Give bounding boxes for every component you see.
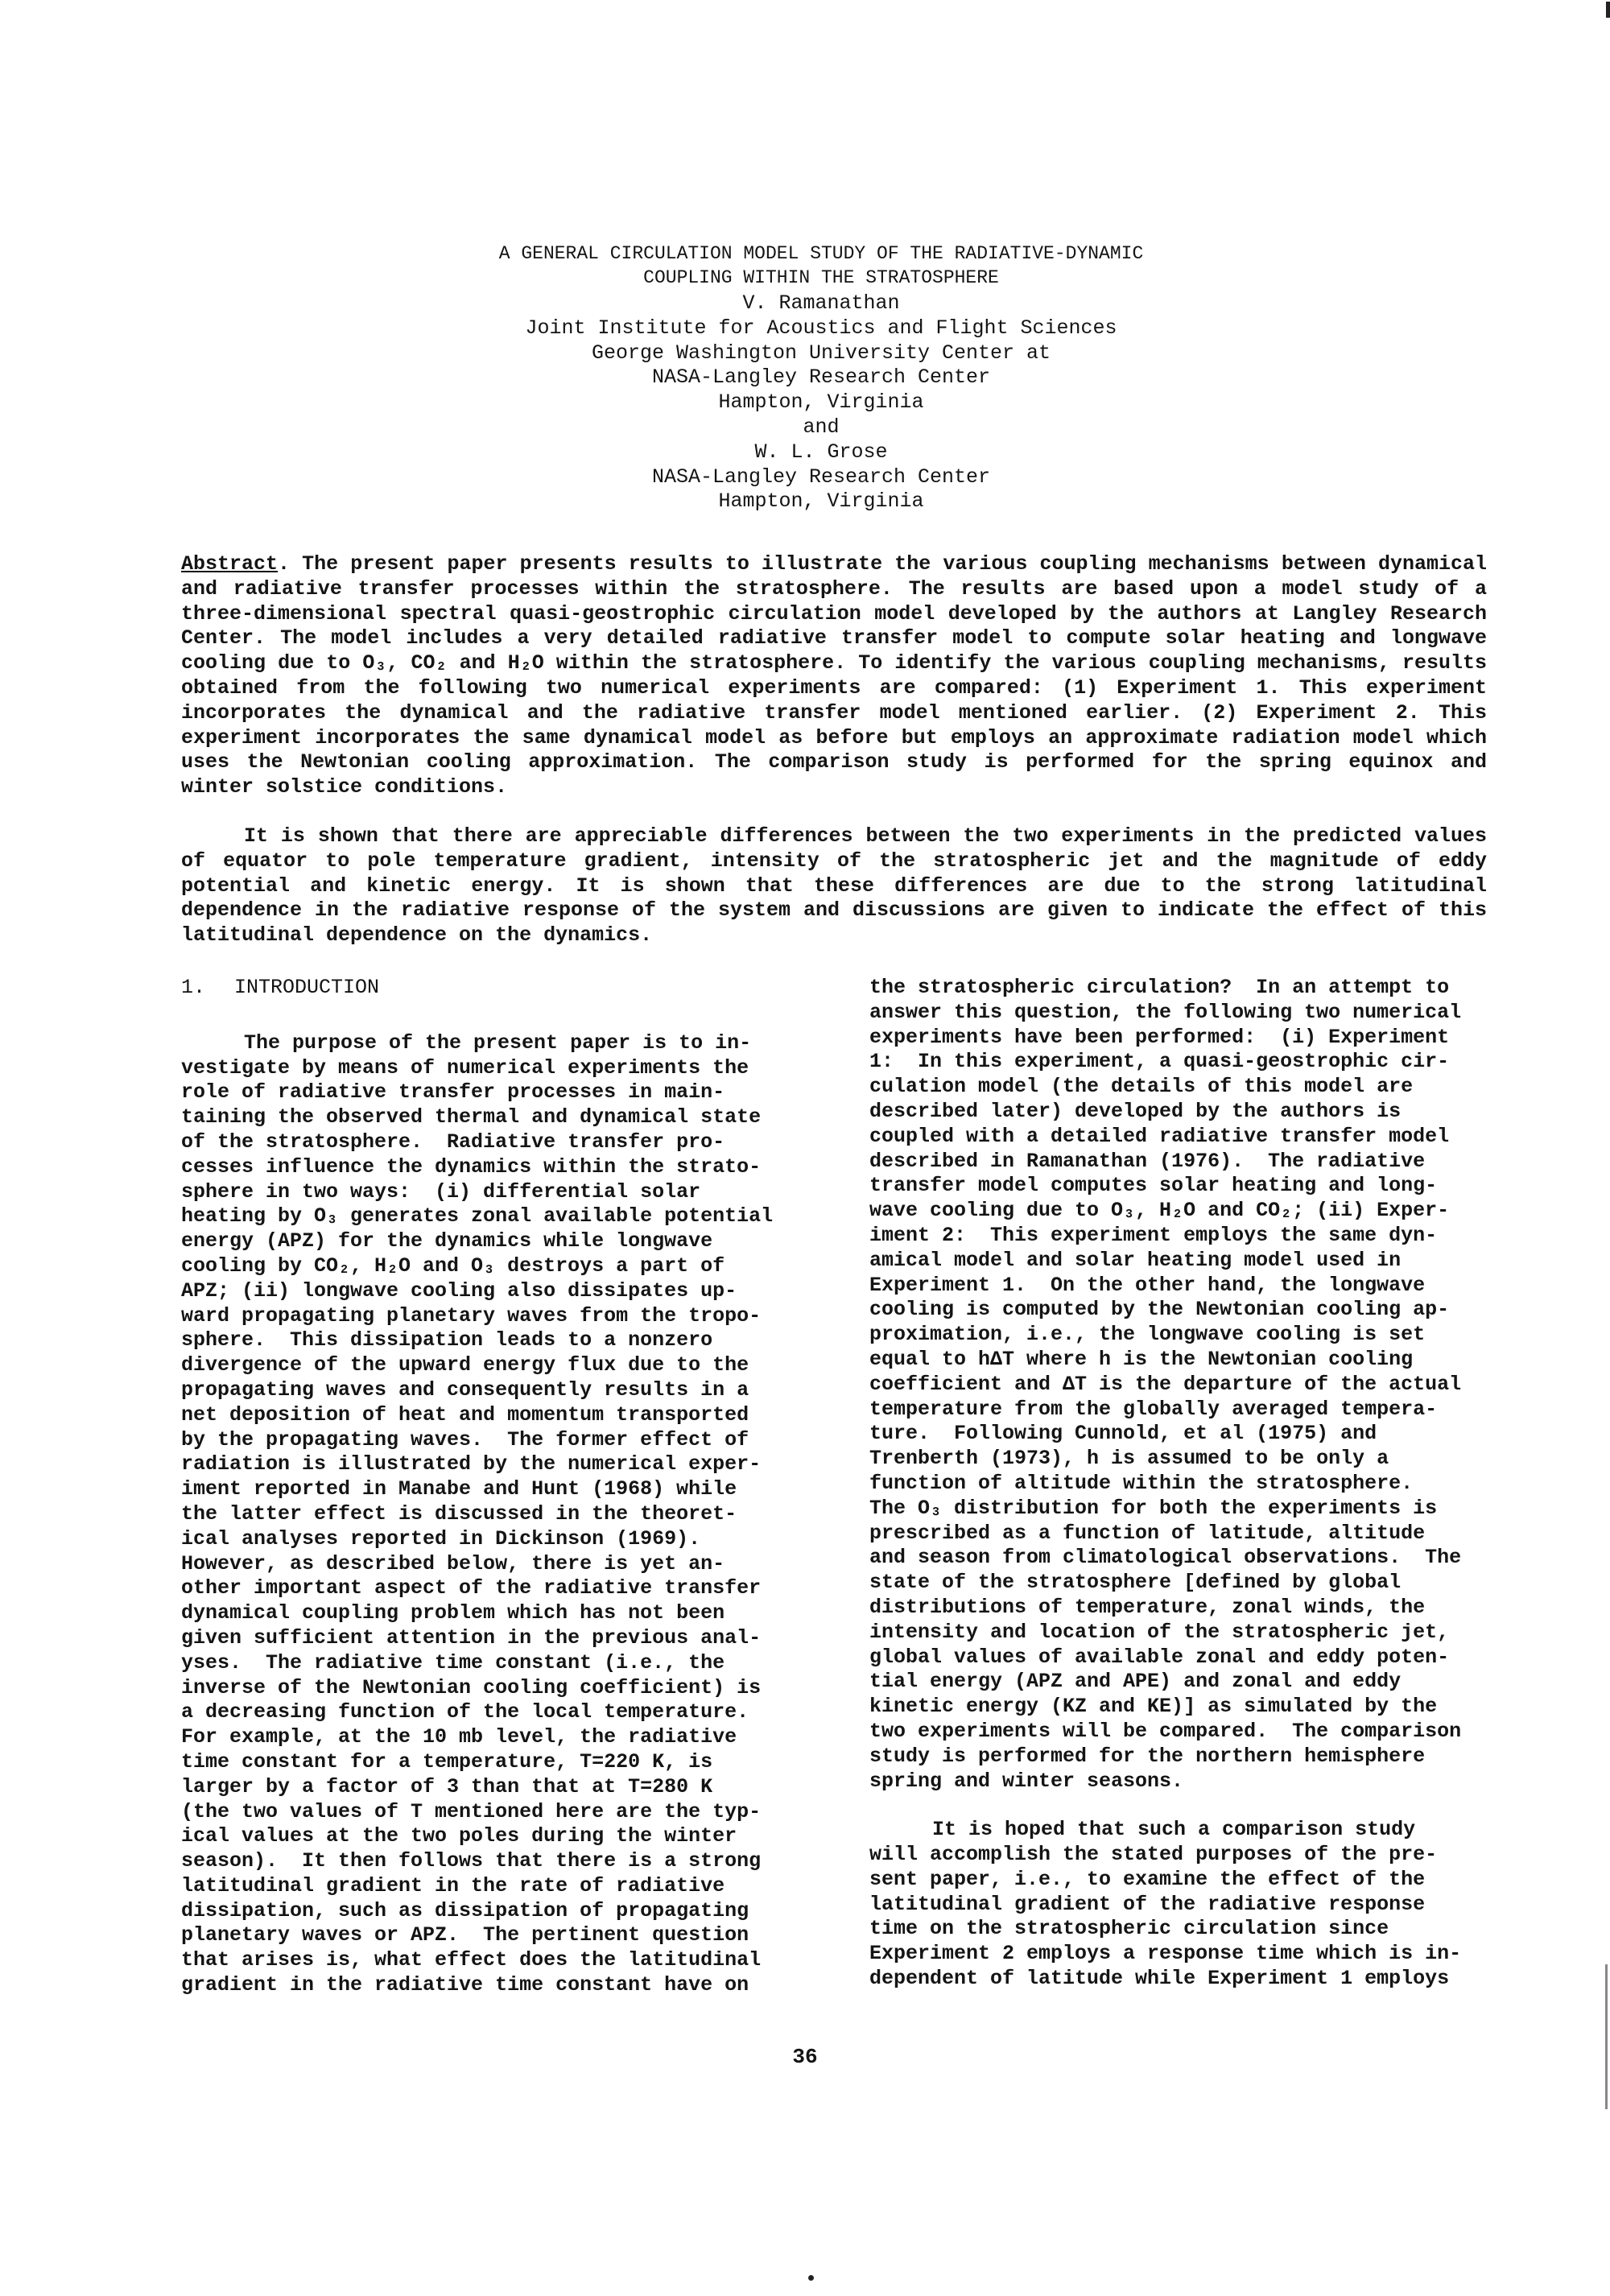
affiliation-line: Hampton, Virginia <box>718 489 924 514</box>
text-line: However, as described below, there is yet an- <box>181 1551 725 1575</box>
text-line: inverse of the Newtonian cooling coefficient) is <box>181 1675 762 1699</box>
text-line: iment 2: This experiment employs the same dyn- <box>869 1223 1438 1247</box>
text-line: the stratospheric circulation? In an attempt to <box>869 976 1450 999</box>
author-name-1: V. Ramanathan <box>742 291 900 315</box>
text-line: kinetic energy (KZ and KE)] as simulated by the <box>869 1695 1438 1719</box>
text-line: ical analyses reported in Dickinson (1969). <box>181 1526 701 1551</box>
text-line: that arises is, what effect does the latitudinal <box>181 1948 762 1972</box>
text-line: APZ; (ii) longwave cooling also dissipates up- <box>181 1278 737 1303</box>
text-line: a decreasing function of the local temperature. <box>181 1700 749 1724</box>
text-line: dynamical coupling problem which has not been <box>181 1601 725 1625</box>
text-line: wave cooling due to O₃, H₂O and CO₂; (ii) Exper- <box>869 1199 1450 1223</box>
text-line: taining the observed thermal and dynamical state <box>181 1105 762 1129</box>
section-heading <box>181 976 825 1001</box>
left-column <box>181 976 825 1998</box>
text-line: amical model and solar heating model used in <box>869 1248 1402 1272</box>
introduction-paragraph <box>181 1031 825 1998</box>
text-line: (the two values of T mentioned here are the typ- <box>181 1799 762 1823</box>
abstract <box>181 552 1487 948</box>
text-line: gradient in the radiative time constant have on <box>181 1973 749 1997</box>
text-line: latitudinal gradient in the rate of radiative <box>181 1873 725 1898</box>
text-line: state of the stratosphere [defined by global <box>869 1571 1402 1595</box>
text-line: The purpose of the present paper is to in- <box>244 1030 752 1055</box>
text-line: distributions of temperature, zonal winds, the <box>869 1595 1426 1619</box>
text-line: sphere in two ways: (i) differential solar <box>181 1179 701 1204</box>
text-line: latitudinal gradient of the radiative response <box>869 1892 1426 1916</box>
text-line: intensity and location of the stratospheric jet, <box>869 1620 1450 1644</box>
text-line: two experiments will be compared. The comparison <box>869 1719 1462 1743</box>
text-line: time constant for a temperature, T=220 K, is <box>181 1749 713 1774</box>
text-line: The O₃ distribution for both the experiments is <box>869 1496 1438 1520</box>
text-line: ical values at the two poles during the winter <box>181 1824 737 1848</box>
text-line: radiation is illustrated by the numerical exper- <box>181 1452 762 1476</box>
scan-edge-mark <box>1605 1964 1608 2109</box>
text-line: ture. Following Cunnold, et al (1975) and <box>869 1422 1377 1446</box>
text-line: global values of available zonal and eddy poten- <box>869 1645 1450 1669</box>
text-line: dissipation, such as dissipation of propagating <box>181 1898 749 1922</box>
text-line: cesses influence the dynamics within the strato- <box>181 1154 762 1179</box>
right-column <box>869 976 1489 1992</box>
text-line: planetary waves or APZ. The pertinent question <box>181 1923 749 1947</box>
text-line: sent paper, i.e., to examine the effect of the <box>869 1867 1426 1891</box>
affiliation-line: George Washington University Center at <box>591 341 1051 365</box>
text-line: cooling is computed by the Newtonian cooling ap- <box>869 1298 1450 1322</box>
text-line: role of radiative transfer processes in main- <box>181 1080 725 1105</box>
text-line: dependent of latitude while Experiment 1 employs <box>869 1967 1450 1991</box>
text-line: and season from climatological observations. The <box>869 1546 1462 1570</box>
text-line: the latter effect is discussed in the theoret- <box>181 1501 737 1526</box>
affiliation-line: Joint Institute for Acoustics and Flight Sciences <box>525 316 1117 340</box>
page-number: 36 <box>792 2045 818 2069</box>
section-number: 1. <box>181 976 206 999</box>
text-line: equal to hΔT where h is the Newtonian cooling <box>869 1347 1414 1371</box>
author-block <box>0 291 1610 514</box>
author-name-2: W. L. Grose <box>754 440 888 464</box>
text-line: vestigate by means of numerical experiments the <box>181 1055 749 1080</box>
scan-speck <box>808 2275 814 2281</box>
text-line: answer this question, the following two numerical <box>869 1000 1462 1024</box>
text-line: prescribed as a function of latitude, altitude <box>869 1521 1426 1545</box>
text-line: yses. The radiative time constant (i.e., the <box>181 1650 725 1675</box>
right-paragraph-1 <box>869 976 1489 1794</box>
text-line: cooling by CO₂, H₂O and O₃ destroys a part of <box>181 1253 725 1278</box>
text-line: heating by O₃ generates zonal available potential <box>181 1204 774 1229</box>
text-line: proximation, i.e., the longwave cooling is set <box>869 1323 1426 1347</box>
affiliation-line: NASA-Langley Research Center <box>651 365 991 390</box>
text-line: net deposition of heat and momentum transported <box>181 1402 749 1427</box>
abstract-text: . The present paper presents results to illustrate the various coupling mechanisms between dynamical and radiative transfer processes within the stratosphere. The results are based upon a model study of a three-dimensional spectral quasi-geostrophic circulation model developed by the authors at Langley Research Center. The model includes a very detailed radiative transfer model to compute solar heating and longwave cooling due to O₃, CO₂ and H₂O within the stratosphere. To identify the various coupling mechanisms, results obtained from the following two numerical experiments are compared: (1) Experiment 1. This experiment incorporates the dynamical and the radiative transfer model mentioned earlier. (2) Experiment 2. This experiment incorporates the same dynamical model as before but employs an approximate radiation model which uses the Newtonian cooling approximation. The comparison study is performed for the spring equinox and winter solstice conditions. <box>181 552 1487 799</box>
text-line: transfer model computes solar heating and long- <box>869 1174 1438 1198</box>
abstract-label: Abstract <box>181 552 279 576</box>
text-line: Experiment 2 employs a response time which is in- <box>869 1942 1462 1966</box>
text-line: 1: In this experiment, a quasi-geostrophic cir- <box>869 1050 1450 1074</box>
text-line: Trenberth (1973), h is assumed to be only a <box>869 1447 1389 1471</box>
text-line: described later) developed by the authors is <box>869 1099 1402 1123</box>
text-line: It is hoped that such a comparison study <box>932 1818 1416 1842</box>
text-line: spring and winter seasons. <box>869 1769 1184 1793</box>
text-line: culation model (the details of this model are <box>869 1075 1414 1099</box>
author-separator: and <box>803 415 840 439</box>
text-line: function of altitude within the stratosphere. <box>869 1471 1414 1495</box>
text-line: Experiment 1. On the other hand, the longwave <box>869 1273 1426 1297</box>
abstract-paragraph-1 <box>181 552 1487 800</box>
text-line: experiments have been performed: (i) Experiment <box>869 1025 1450 1049</box>
text-line: iment reported in Manabe and Hunt (1968) while <box>181 1477 737 1501</box>
text-line: ward propagating planetary waves from the tropo- <box>181 1303 762 1328</box>
text-line: coupled with a detailed radiative transfer model <box>869 1124 1450 1148</box>
title-block <box>0 242 1610 290</box>
text-line: larger by a factor of 3 than that at T=280 K <box>181 1774 713 1798</box>
section-title: INTRODUCTION <box>234 976 380 999</box>
text-line: sphere. This dissipation leads to a nonzero <box>181 1328 713 1352</box>
text-line: other important aspect of the radiative transfer <box>181 1576 762 1600</box>
text-line: energy (APZ) for the dynamics while longwave <box>181 1229 713 1253</box>
paper-title-line-1: A GENERAL CIRCULATION MODEL STUDY OF THE RADIATIVE-DYNAMIC <box>498 243 1144 264</box>
text-line: by the propagating waves. The former effect of <box>181 1427 749 1452</box>
text-line: described in Ramanathan (1976). The radiative <box>869 1149 1426 1173</box>
text-line: time on the stratospheric circulation since <box>869 1917 1389 1941</box>
paper-title-line-2: COUPLING WITHIN THE STRATOSPHERE <box>643 267 999 288</box>
text-line: study is performed for the northern hemisphere <box>869 1744 1426 1768</box>
text-line: divergence of the upward energy flux due to the <box>181 1353 749 1377</box>
affiliation-line: Hampton, Virginia <box>718 390 924 415</box>
text-line: tial energy (APZ and APE) and zonal and eddy <box>869 1670 1402 1694</box>
scan-speck <box>1606 2 1610 18</box>
text-line: given sufficient attention in the previous anal- <box>181 1625 762 1650</box>
abstract-paragraph-2: It is shown that there are appreciable differences between the two experiments in the predicted values of equator to pole temperature gradient, intensity of the stratospheric jet and the magnitude of eddy potential and kinetic energy. It is shown that these differences are due to the strong latitudinal dependence in the radiative response of the system and discussions are given to indicate the effect of this latitudinal dependence on the dynamics. <box>181 824 1487 948</box>
text-line: coefficient and ΔT is the departure of the actual <box>869 1372 1462 1396</box>
affiliation-line: NASA-Langley Research Center <box>651 465 991 489</box>
text-line: temperature from the globally averaged tempera- <box>869 1397 1438 1421</box>
text-line: season). It then follows that there is a strong <box>181 1849 762 1873</box>
right-paragraph-2 <box>869 1818 1489 1992</box>
text-line: will accomplish the stated purposes of the pre- <box>869 1843 1438 1867</box>
text-line: For example, at the 10 mb level, the radiative <box>181 1725 737 1749</box>
text-line: propagating waves and consequently results in a <box>181 1377 749 1402</box>
text-line: of the stratosphere. Radiative transfer pro- <box>181 1129 725 1154</box>
